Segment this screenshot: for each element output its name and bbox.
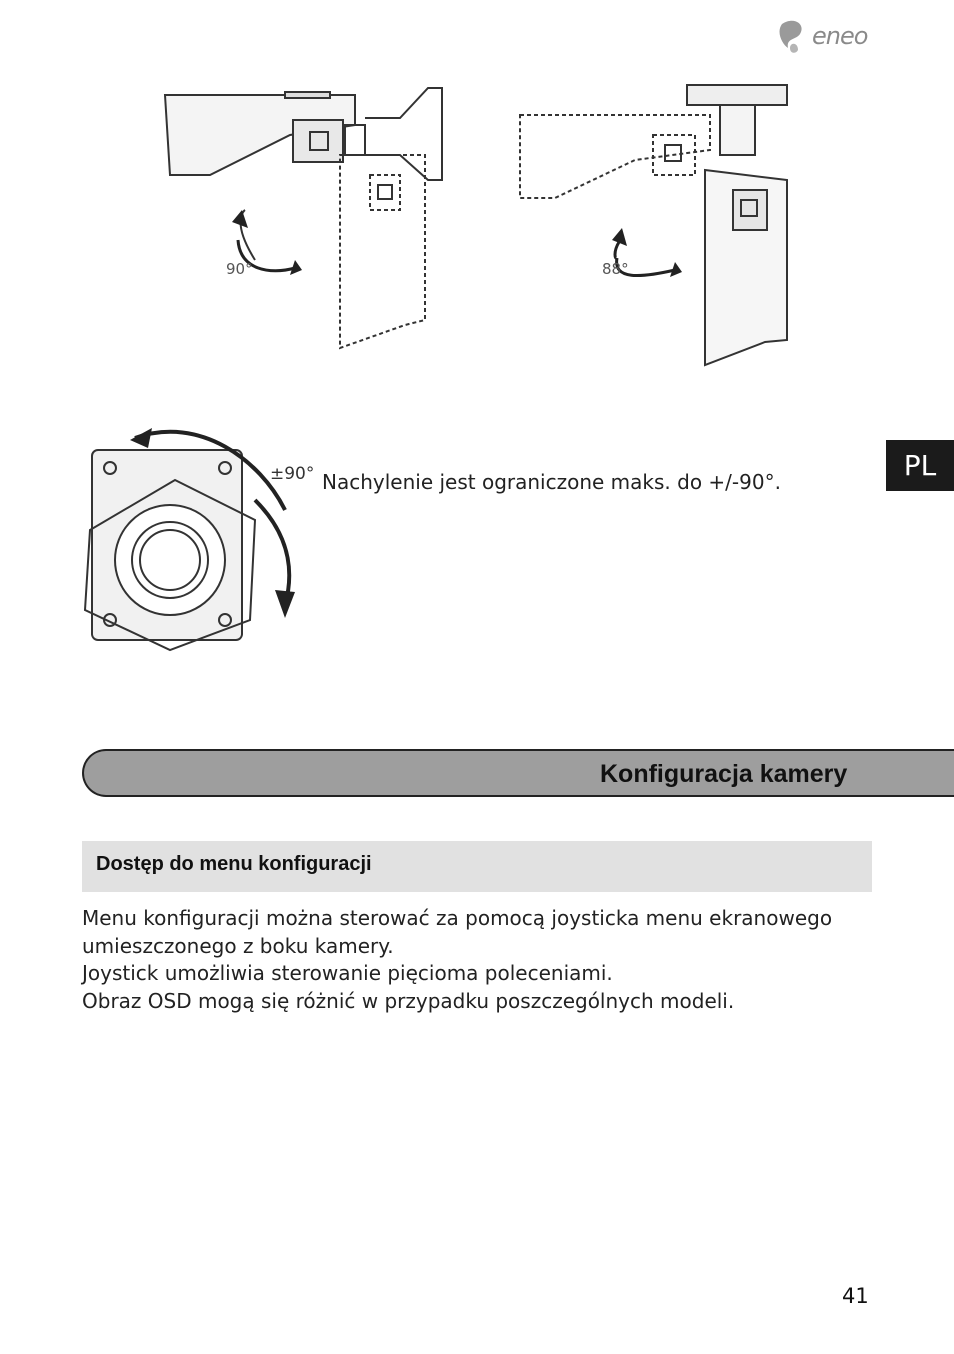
- camera-bracket-figure-right: [515, 80, 805, 370]
- tilt-limit-note: Nachylenie jest ograniczone maks. do +/-90°.: [322, 470, 781, 494]
- left-bracket-angle-label: 90°: [226, 260, 253, 278]
- section-title: Konfiguracja kamery: [600, 760, 848, 788]
- right-bracket-angle-label: 88°: [602, 260, 629, 278]
- lens-tilt-figure: [80, 420, 310, 655]
- body-paragraph: Joystick umożliwia sterowanie pięcioma poleceniami.: [82, 961, 613, 985]
- body-paragraph: Menu konfiguracji można sterować za pomocą joysticka menu ekranowego umieszczonego z boku kamery.: [82, 906, 833, 958]
- tilt-angle-label: ±90°: [270, 464, 315, 484]
- language-tab: PL: [886, 440, 954, 491]
- body-paragraph: Obraz OSD mogą się różnić w przypadku poszczególnych modeli.: [82, 988, 735, 1013]
- brand-logo-text: eneo: [812, 22, 868, 50]
- page-number: 41: [842, 1284, 869, 1308]
- camera-bracket-figure-left: [160, 80, 460, 360]
- body-text: [82, 905, 882, 1015]
- subsection-title: Dostęp do menu konfiguracji: [96, 853, 372, 875]
